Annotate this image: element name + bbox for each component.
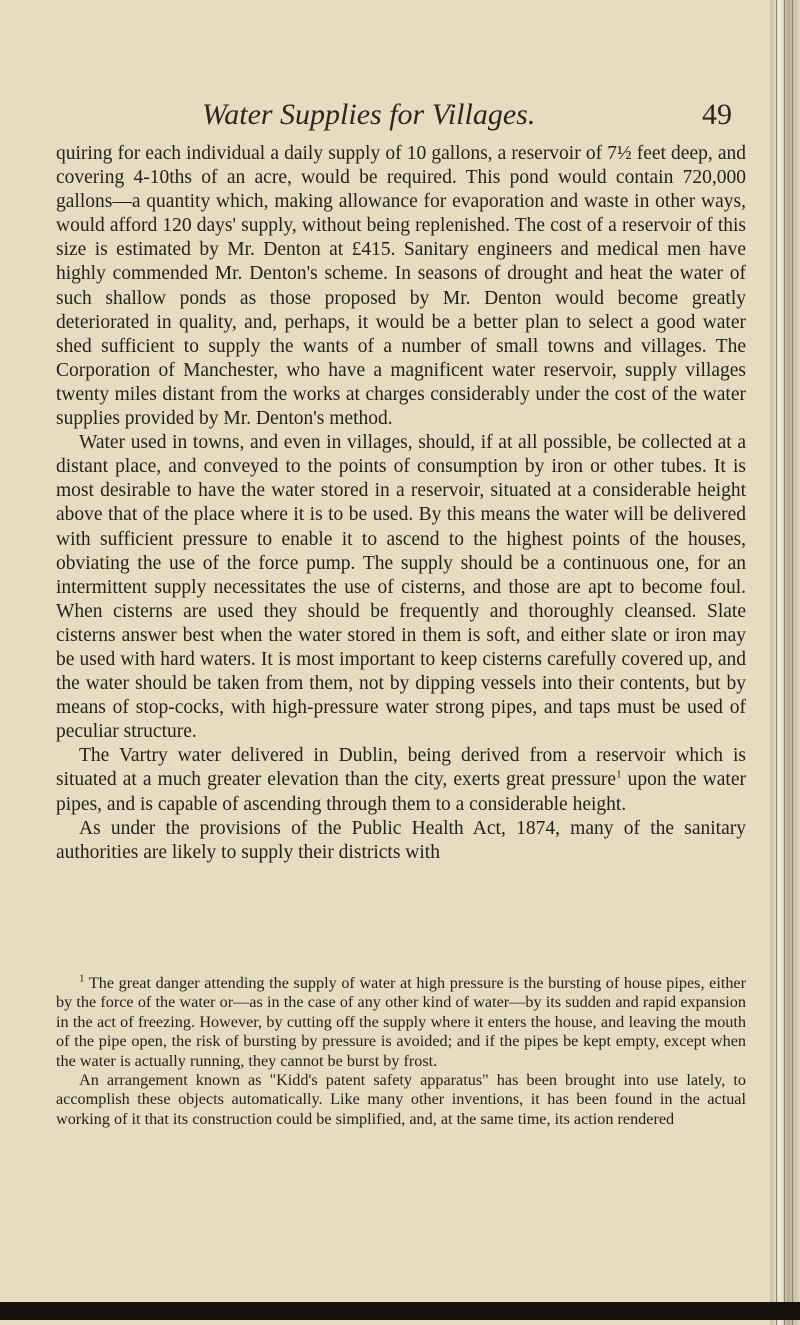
footnote-mark: 1	[79, 972, 85, 985]
page-number: 49	[702, 98, 732, 131]
gutter-edge-line	[792, 0, 793, 1325]
paragraph-3-text-a: The Vartry water delivered in Dublin, being derived from a reservoir which is situated at a much greater elevation than the city, exerts great pressure	[56, 745, 746, 791]
footnote-continuation: An arrangement known as "Kidd's patent safety apparatus" has been brought into use lately, to accomplish these objects automatically. Like many other inventions, it has been found in the actual working of it that its construction could be simplified, and, at the same time, its action rendered	[56, 1071, 746, 1128]
footnote-reference: 1	[616, 768, 622, 781]
paragraph-2: Water used in towns, and even in villages, should, if at all possible, be collected at a distant place, and conveyed to the points of consumption by iron or other tubes. It is most desirable to have the water stored in a reservoir, situated at a considerable height above that of the place where it is to be used. By this means the water will be delivered with sufficient pressure to enable it to ascend to the highest points of the houses, obviating the use of the force pump. The supply should be a continuous one, for an intermittent supply necessitates the use of cisterns, and those are apt to become foul. When cisterns are used they should be frequently and thoroughly cleansed. Slate cisterns answer best when the water stored in them is soft, and either slate or iron may be used with hard waters. It is most important to keep cisterns carefully covered up, and the water should be taken from them, not by dipping vessels into their contents, but by means of stop-cocks, with high-pressure water strong pipes, and taps must be used of peculiar structure.	[56, 432, 746, 743]
body-text	[56, 142, 746, 865]
paragraph-4: As under the provisions of the Public Health Act, 1874, many of the sanitary authorities are likely to supply their districts with	[56, 817, 746, 863]
gutter-edge-line	[784, 0, 785, 1325]
page-gutter	[770, 0, 800, 1325]
page-header	[0, 98, 785, 138]
paragraph-3-text-b: upon the water pipes, and is capable of ascending through them to a considerable height.	[56, 769, 746, 815]
gutter-edge-line	[776, 0, 777, 1325]
running-title: Water Supplies for Villages.	[202, 98, 536, 131]
paragraph-3	[56, 744, 746, 816]
footnote-1	[56, 974, 746, 1071]
bottom-edge-shadow	[0, 1302, 800, 1320]
footnotes	[56, 974, 746, 1129]
paragraph-1: quiring for each individual a daily supply of 10 gallons, a reservoir of 7½ feet deep, and covering 4-10ths of an acre, would be required. This pond would contain 720,000 gallons—a quantity which, making allowance for evaporation and waste in other ways, would afford 120 days' supply, without being replenished. The cost of a reservoir of this size is estimated by Mr. Denton at £415. Sanitary engineers and medical men have highly commended Mr. Denton's scheme. In seasons of drought and heat the water of such shallow ponds as those proposed by Mr. Denton would become greatly deteriorated in quality, and, perhaps, it would be a better plan to select a good water shed sufficient to supply the wants of a number of small towns and villages. The Corporation of Manchester, who have a magnificent water reservoir, supply villages twenty miles distant from the works at charges considerably under the cost of the water supplies provided by Mr. Denton's method.	[56, 143, 746, 430]
footnote-1-text: The great danger attending the supply of water at high pressure is the bursting of house pipes, either by the force of the water or—as in the case of any other kind of water—by its sudden and rapid expansion in the act of freezing. However, by cutting off the supply where it enters the house, and leaving the mouth of the pipe open, the risk of bursting by pressure is avoided; and if the pipes be kept empty, except when the water is actually running, they cannot be burst by frost.	[56, 974, 746, 1070]
